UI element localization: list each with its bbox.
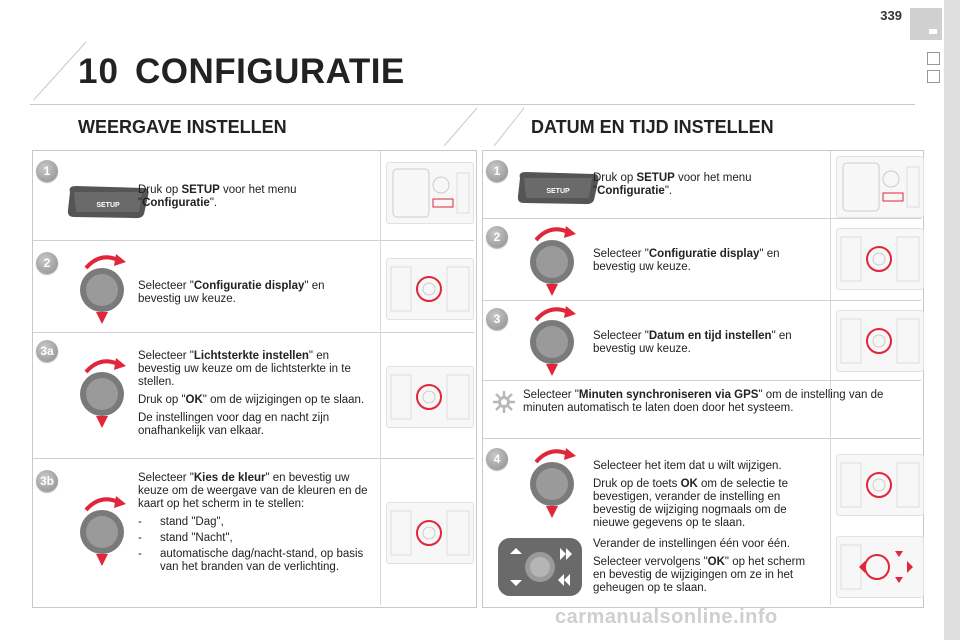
gps-sync-note: Selecteer "Minuten synchroniseren via GPS" om de instelling van de minuten automatisch te laten doen door het systeem. bbox=[523, 389, 884, 414]
rotary-knob-icon bbox=[72, 356, 132, 428]
watermark: carmanualsonline.info bbox=[555, 606, 778, 628]
step-text: Druk op SETUP voor het menu "Configuratie". bbox=[593, 172, 752, 197]
divider bbox=[483, 300, 921, 301]
divider bbox=[483, 380, 921, 381]
chapter-title: CONFIGURATIE bbox=[135, 52, 405, 91]
rotary-knob-icon bbox=[522, 224, 582, 296]
divider bbox=[33, 240, 474, 241]
step-badge: 2 bbox=[486, 226, 508, 248]
setup-button-icon bbox=[514, 170, 600, 206]
navigation-pad-icon bbox=[496, 536, 584, 598]
page-edge-strip bbox=[944, 0, 960, 640]
margin-square bbox=[927, 52, 940, 65]
section-title-right: DATUM EN TIJD INSTELLEN bbox=[531, 117, 774, 137]
rotary-knob-icon bbox=[72, 494, 132, 566]
rotary-knob-icon bbox=[522, 304, 582, 376]
list-item: - stand "Dag", bbox=[138, 516, 368, 529]
divider bbox=[483, 438, 921, 439]
console-illustration bbox=[836, 536, 924, 598]
step-badge: 1 bbox=[486, 160, 508, 182]
page-number: 339 bbox=[880, 8, 902, 23]
chapter-number: 10 bbox=[78, 52, 119, 91]
step-badge: 3b bbox=[36, 470, 58, 492]
step-text: Selecteer "Kies de kleur" en bevestig uw keuze om de weergave van de kleuren en de kaart op het scherm in te stellen: - stand "Dag", - stand "Nacht", - automatische dag/nacht-stand, op basis van het branden van de verlichting. bbox=[138, 472, 368, 577]
chapter-rule bbox=[30, 104, 915, 105]
step-text: Selecteer "Lichtsterkte instellen" en bevestig uw keuze om de lichtsterkte in te stellen. Druk op "OK" om de wijzigingen op te slaan. De instellingen voor dag en nacht zijn onafhankelijk van elkaar. bbox=[138, 350, 365, 437]
step-text: Selecteer het item dat u wilt wijzigen. Druk op de toets OK om de selectie te bevestigen, verander de instelling en bevestig de wijziging nogmaals om de nieuwe gegevens op te slaan. Verander de instellingen één voor één. Selecteer vervolgens "OK" op het scherm en bevestig de wijzigingen om ze in het geheugen op te slaan. bbox=[593, 460, 806, 594]
console-illustration bbox=[836, 454, 924, 516]
console-illustration bbox=[836, 310, 924, 372]
console-illustration bbox=[386, 502, 474, 564]
rotary-knob-icon bbox=[72, 252, 132, 324]
column-divider bbox=[380, 151, 381, 605]
step-badge: 3 bbox=[486, 308, 508, 330]
gear-icon bbox=[492, 390, 516, 414]
section-title-left: WEERGAVE INSTELLEN bbox=[78, 117, 287, 137]
option-list bbox=[138, 516, 368, 574]
step-text: Selecteer "Configuratie display" en bevestig uw keuze. bbox=[593, 248, 780, 273]
step-badge: 4 bbox=[486, 448, 508, 470]
step-badge: 1 bbox=[36, 160, 58, 182]
rotary-knob-icon bbox=[522, 446, 582, 518]
svg-text:SETUP: SETUP bbox=[96, 202, 120, 209]
svg-text:SETUP: SETUP bbox=[546, 188, 570, 195]
chapter-decoration bbox=[8, 40, 88, 100]
divider bbox=[33, 458, 474, 459]
step-badge: 3a bbox=[36, 340, 58, 362]
console-illustration bbox=[386, 162, 474, 224]
margin-square bbox=[927, 70, 940, 83]
console-illustration bbox=[836, 156, 924, 218]
list-item: - automatische dag/nacht-stand, op basis van het branden van de verlichting. bbox=[138, 548, 368, 574]
console-illustration bbox=[386, 366, 474, 428]
chapter-tab bbox=[910, 8, 942, 40]
list-item: - stand "Nacht", bbox=[138, 532, 368, 545]
step-badge: 2 bbox=[36, 252, 58, 274]
step-text: Druk op SETUP voor het menu "Configuratie". bbox=[138, 184, 297, 209]
console-illustration bbox=[836, 228, 924, 290]
column-divider bbox=[830, 439, 831, 605]
divider bbox=[33, 332, 474, 333]
console-illustration bbox=[386, 258, 474, 320]
step-text: Selecteer "Datum en tijd instellen" en bevestig uw keuze. bbox=[593, 330, 792, 355]
step-text: Selecteer "Configuratie display" en bevestig uw keuze. bbox=[138, 280, 325, 305]
